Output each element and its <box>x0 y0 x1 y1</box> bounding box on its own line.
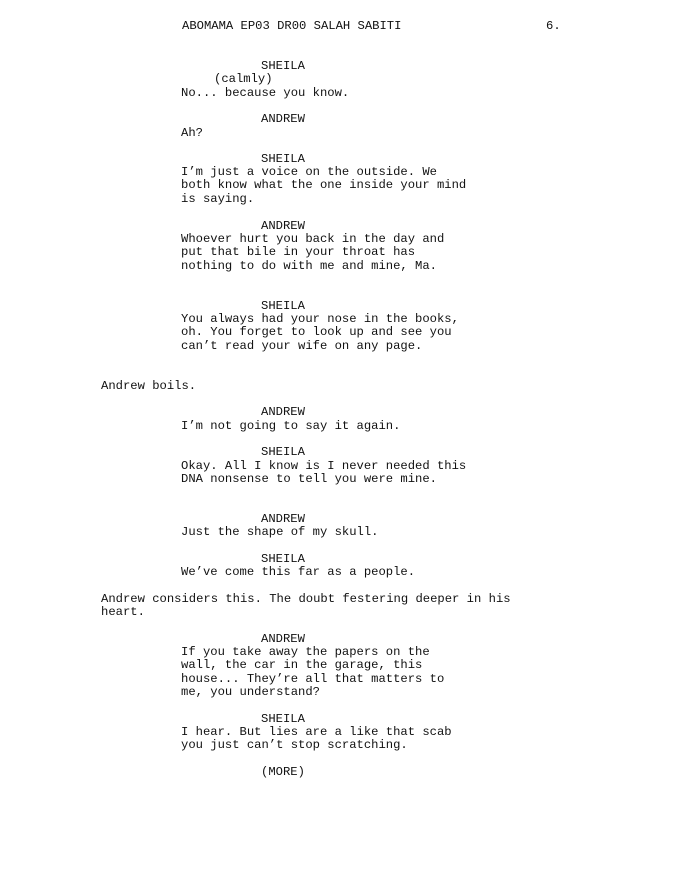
dialogue: Just the shape of my skull. <box>181 525 379 539</box>
character-name: ANDREW <box>261 112 305 126</box>
character-name: SHEILA <box>261 299 305 313</box>
action-line: Andrew boils. <box>101 379 197 393</box>
character-name: SHEILA <box>261 59 305 73</box>
character-name: SHEILA <box>261 552 305 566</box>
parenthetical: (calmly) <box>214 72 273 86</box>
dialogue: You always had your nose in the books, oh. You forget to look up and see you can’t read your wife on any page. <box>181 312 459 353</box>
dialogue: No... because you know. <box>181 86 350 100</box>
dialogue: Whoever hurt you back in the day and put that bile in your throat has nothing to do with me and mine, Ma. <box>181 232 445 273</box>
dialogue: I’m just a voice on the outside. We both know what the one inside your mind is saying. <box>181 165 467 206</box>
dialogue: I’m not going to say it again. <box>181 419 401 433</box>
character-name: ANDREW <box>261 632 305 646</box>
dialogue: We’ve come this far as a people. <box>181 565 416 579</box>
page-header-title: ABOMAMA EP03 DR00 SALAH SABITI <box>182 19 402 33</box>
character-name: SHEILA <box>261 712 305 726</box>
character-name: SHEILA <box>261 152 305 166</box>
more-continuation: (MORE) <box>261 765 305 779</box>
action-line: Andrew considers this. The doubt festering deeper in his heart. <box>101 592 511 620</box>
character-name: SHEILA <box>261 445 305 459</box>
character-name: ANDREW <box>261 219 305 233</box>
character-name: ANDREW <box>261 405 305 419</box>
dialogue: If you take away the papers on the wall, the car in the garage, this house... They’re all that matters to me, you understand? <box>181 645 445 699</box>
dialogue: Okay. All I know is I never needed this DNA nonsense to tell you were mine. <box>181 459 467 487</box>
dialogue: Ah? <box>181 126 203 140</box>
character-name: ANDREW <box>261 512 305 526</box>
dialogue: I hear. But lies are a like that scab you just can’t stop scratching. <box>181 725 452 753</box>
page-number: 6. <box>546 19 561 33</box>
